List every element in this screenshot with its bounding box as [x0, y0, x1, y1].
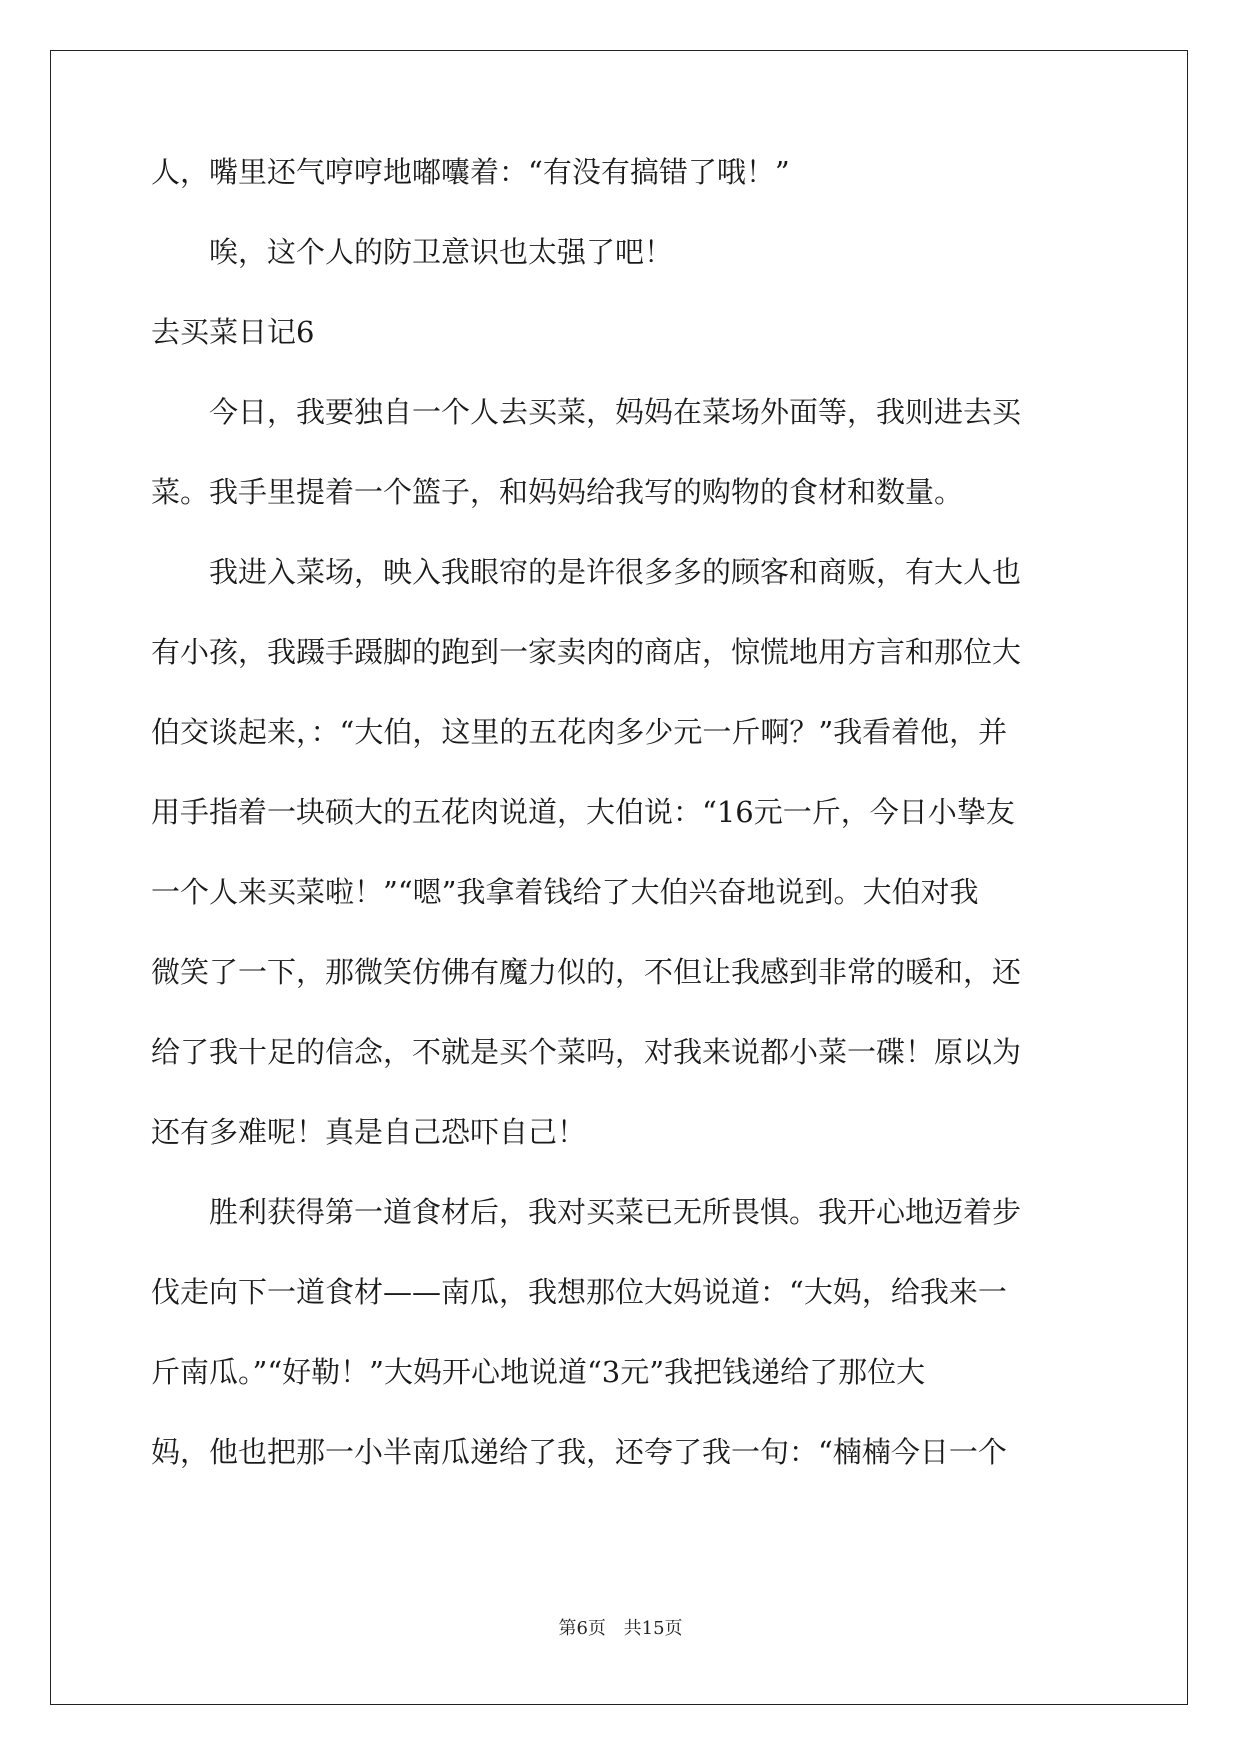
text-line: 唉，这个人的防卫意识也太强了吧！	[151, 235, 674, 269]
text-line: 还有多难呢！真是自己恐吓自己！	[151, 1115, 587, 1149]
text-line: 斤南瓜。”“好勒！”大妈开心地说道“3元”我把钱递给了那位大	[151, 1355, 926, 1389]
text-line: 胜利获得第一道食材后，我对买菜已无所畏惧。我开心地迈着步	[151, 1195, 1022, 1229]
text-line: 今日，我要独自一个人去买菜，妈妈在菜场外面等，我则进去买	[151, 395, 1022, 429]
text-line: 有小孩，我蹑手蹑脚的跑到一家卖肉的商店，惊慌地用方言和那位大	[151, 635, 1022, 669]
page-total: 共15页	[623, 1618, 683, 1639]
text-line: 我进入菜场，映入我眼帘的是许很多多的顾客和商贩，有大人也	[151, 555, 1022, 589]
text-line: 人，嘴里还气哼哼地嘟囔着：“有没有搞错了哦！”	[151, 155, 790, 189]
page-number: 第6页	[558, 1618, 606, 1639]
text-line: 用手指着一块硕大的五花肉说道，大伯说：“16元一斤，今日小挚友	[151, 795, 1015, 829]
text-line: 伯交谈起来，：“大伯，这里的五花肉多少元一斤啊？”我看着他，并	[151, 715, 1008, 749]
page-footer	[0, 1614, 1241, 1640]
text-line: 给了我十足的信念，不就是买个菜吗，对我来说都小菜一碟！原以为	[151, 1035, 1022, 1069]
text-line: 菜。我手里提着一个篮子，和妈妈给我写的购物的食材和数量。	[151, 475, 964, 509]
text-line: 一个人来买菜啦！”“嗯”我拿着钱给了大伯兴奋地说到。大伯对我	[151, 875, 979, 909]
text-line: 妈，他也把那一小半南瓜递给了我，还夸了我一句：“楠楠今日一个	[151, 1435, 1007, 1469]
text-line: 伐走向下一道食材——南瓜，我想那位大妈说道：“大妈，给我来一	[151, 1275, 1007, 1309]
section-heading: 去买菜日记6	[151, 315, 315, 349]
text-line: 微笑了一下，那微笑仿佛有魔力似的，不但让我感到非常的暖和，还	[151, 955, 1022, 989]
